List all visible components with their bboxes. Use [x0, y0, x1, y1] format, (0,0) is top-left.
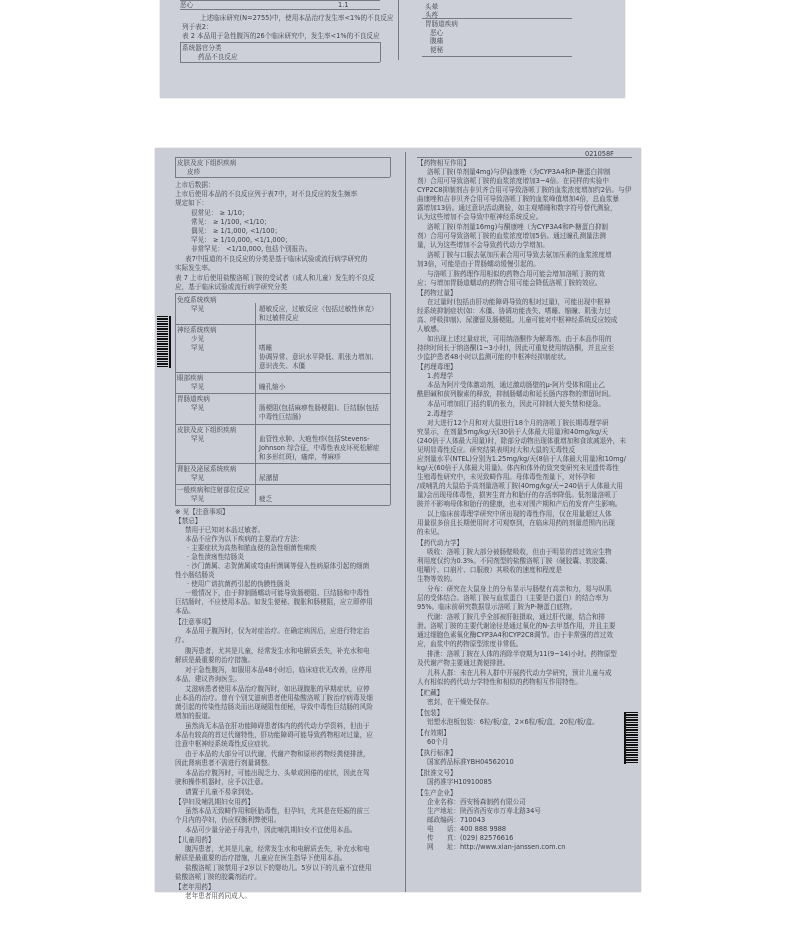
text-line: 恶心 [180, 1, 194, 9]
text-line: 恶心 [430, 29, 444, 37]
table-rule [417, 157, 632, 158]
text-line: 头疼 [425, 11, 439, 19]
text-line: 1.药理学 [427, 372, 454, 380]
text-line: 60个月 [427, 738, 449, 746]
text-line: 量，认为这些增加不会导致药代动力学增加。 [417, 241, 549, 249]
table-rule [380, 42, 381, 62]
package-insert-page [155, 148, 641, 900]
text-line: 疲乏 [259, 495, 273, 503]
text-line: 列于表2： [182, 23, 213, 31]
text-line: 露增加13倍。通过意识活动测验，如主观嗜睡和数字符号替代测验， [417, 204, 617, 212]
text-line: 腹痛 [430, 37, 444, 45]
table-rule [175, 157, 176, 177]
text-line: 曲康唑和吉非贝齐合用可导致洛哌丁胺的血浆峰值增加4倍，总血浆暴 [417, 195, 620, 203]
text-line: 泄。洛哌丁胺的主要代谢途径是通过氧化的N-去甲基作用，并且主要 [417, 622, 616, 630]
text-line: 【药理毒理】 [417, 363, 457, 371]
text-line: 【儿童用药】 [175, 836, 215, 844]
text-line: 【批准文号】 [417, 769, 457, 777]
text-line: 菌引起的传染性结肠炎而出现硬阻性便秘，导致中毒性巨结肠的风险 [175, 703, 373, 711]
table-rule [175, 484, 390, 485]
text-line: /或哺乳的大鼠给予高剂量洛哌丁胺(40mg/kg/天~240倍于人体最大用 [417, 482, 624, 490]
text-line: 剂）合用可导致洛哌丁胺的血浆浓度增加5倍。通过瞳孔测量法测 [417, 232, 606, 240]
column-divider [398, 0, 399, 60]
text-line: 邮政编码：710043 [427, 816, 486, 824]
text-line: 皮肤及皮下组织疾病 [177, 426, 237, 434]
text-line: 上市后数据： [175, 181, 215, 189]
text-line: 洛哌丁胺(单剂量4mg)与伊曲康唑（为CYP3A4和P-糖蛋白抑制 [427, 168, 611, 176]
text-line: 药品不良反应 [198, 53, 238, 61]
text-line: 血管性水肿、大疱性疹(包括Stevens- [259, 435, 370, 443]
text-line: 本品可增加肛门括约肌的张力，因此可抑制大便失禁和便急。 [427, 400, 606, 408]
adverse-reaction-table-bottom [175, 505, 390, 506]
text-line: 注意中枢神经系统毒性反应症状。 [175, 740, 274, 748]
text-line: 应；与增加胃肠道蠕动的药物合用可能会降低洛哌丁胺的效应。 [417, 279, 602, 287]
text-line: 高、呼吸抑制)、尿潴留及肠梗阻。儿童可能对中枢神经系统反应较成 [417, 316, 618, 324]
table-rule [180, 42, 181, 62]
text-line: 对大进行12个月和对大鼠进行18个月的洛哌丁胺长期毒理学研 [427, 419, 609, 427]
table-rule [180, 0, 380, 1]
text-line: 究显示，在剂量5mg/kg/天(30倍于人体最大用量)和40mg/kg/天 [417, 428, 608, 436]
table-rule [180, 42, 380, 43]
column-divider [405, 152, 406, 892]
text-line: 【药代动力学】 [417, 539, 464, 547]
text-line: 生物等效的。 [417, 575, 457, 583]
table-rule [175, 324, 390, 325]
text-line: 眼部疾病 [177, 374, 204, 382]
text-line: 【贮藏】 [417, 689, 444, 697]
text-line: 禁用于已知对本品过敏者。 [185, 526, 265, 534]
text-line: 生产地址：陕西省西安市万寿北路34号 [427, 807, 541, 815]
text-line: 认为这些增加不会导致中枢神经系统反应。 [417, 213, 543, 221]
text-line: 实际发生率。 [175, 264, 215, 272]
text-line: 神经系统疾病 [177, 326, 217, 334]
text-line: 酰胆碱和前列腺素的释放，抑制肠蠕动和延长肠内容物的滞留时间。 [417, 390, 615, 398]
table-rule [175, 177, 390, 178]
text-line: 与洛哌丁胺药理作用相似的药物合用可能会增加洛哌丁胺的效 [427, 270, 606, 278]
text-line: 皮疹 [187, 168, 201, 176]
text-line: 本品用于腹泻时，仅为对症治疗。在确定病因后，应进行特定治 [185, 627, 370, 635]
text-line: 和多形红斑)，瘙痒，荨麻疹 [259, 453, 341, 461]
text-line: 尿潴留 [259, 474, 279, 482]
text-line: 见明显毒性反应。研究结果表明对大和大鼠的无毒性反 [417, 446, 576, 454]
text-line: 罕见 [191, 435, 205, 443]
text-line: 网 址：http://www.xian-janssen.com.cn [427, 843, 566, 851]
text-line: 非常罕见： <1/10,000, 包括个别报告。 [191, 245, 312, 253]
text-line: 艾滋病患者使用本品治疗腹泻时，如出现腹胀的早期症状，应停 [185, 685, 370, 693]
text-line: 罕见 [191, 383, 205, 391]
text-line: 人敏感。 [417, 325, 444, 333]
table-rule [422, 56, 572, 57]
text-line: 罕见 [191, 404, 205, 412]
table-rule [175, 424, 390, 425]
table-rule [175, 393, 390, 394]
text-line: 1.1 [338, 1, 349, 9]
text-line: 本品，建议咨询医生。 [175, 675, 241, 683]
text-line: 嗜睡 [259, 344, 273, 352]
barcode-right [626, 712, 638, 764]
text-line: 系统器官分类 [182, 44, 222, 52]
text-line: 持续时间长于纳洛酮(1~3小时)，因此可重复使用纳洛酮，并且应至 [417, 344, 615, 352]
text-line: 少监护患者48小时以监测可能的中枢神经抑制症状。 [417, 353, 571, 361]
text-line: 本品不应作为以下疾病的主要治疗方法： [185, 535, 304, 543]
text-line: 解质是最重要的治疗措施。 [175, 656, 255, 664]
text-line: 超敏反应，过敏反应（包括过敏性休克） [259, 305, 378, 313]
text-line: 止本品的治疗。曾有个别艾滋病患者使用盐酸洛哌丁胺治疗病毒及细 [175, 694, 373, 702]
barcode-left-bar [169, 316, 171, 368]
text-line: 传 真：(029) 82576616 [427, 834, 514, 842]
text-line: 很常见： ≥ 1/10； [191, 209, 249, 217]
text-line: 2.毒理学 [427, 410, 454, 418]
text-line: 排泄：洛哌丁胺在人体的消除半衰期为11(9~14)小时。药物原型 [427, 650, 617, 658]
text-line: 便秘 [430, 46, 444, 54]
text-line: 胃肠道疾病 [177, 395, 210, 403]
text-line: 个月内的孕妇，仍应权衡利弊使用。 [175, 816, 281, 824]
text-line: 由于本品的大部分可以代谢，代谢产物和原形药物经粪便排泄， [185, 750, 370, 758]
text-line: 上述临床研究(N=2755)中，使用本品治疗发生率<1%的不良反应 [200, 14, 394, 22]
text-line: 本品。 [175, 607, 195, 615]
text-line: 胃肠道疾病 [425, 20, 458, 28]
text-line: 常见： ≥ 1/100, <1/10； [191, 218, 271, 226]
table-rule [175, 157, 390, 158]
text-line: 【药物过量】 [417, 289, 457, 297]
document-code: 021058F [585, 150, 614, 158]
text-line: · 主要症状为高热和脓血便的急性细菌性痢疾 [187, 544, 317, 552]
text-line: 一般疾病和注射部位反应 [177, 486, 250, 494]
barcode-right-bar [624, 712, 626, 764]
text-line: 应，基于临床试验或流行病学研究分类 [175, 283, 288, 291]
text-line: 瞳孔缩小 [259, 383, 286, 391]
table-rule [390, 157, 391, 177]
text-line: 【有效期】 [417, 729, 450, 737]
text-line: 应剂量水平(NTEL)分别为1.25mg/kg/天(8倍于人体最大用量)和10mg/ [417, 455, 626, 463]
table-rule [390, 293, 391, 505]
text-line: 盐酸洛哌丁胺禁用于2岁以下的婴幼儿。5岁以下的儿童不宜使用 [185, 864, 372, 872]
text-line: 【包装】 [417, 709, 444, 717]
text-line: 头晕 [425, 3, 439, 11]
text-line: 罕见 [191, 495, 205, 503]
text-line: 生殖毒性研究中，未见致畸作用。母体毒性剂量下，对怀孕和 [417, 473, 596, 481]
text-line: 国家药品标准YBH04562010 [427, 758, 514, 766]
text-line: · 使用广谱抗菌药引起的伪膜性肠炎 [187, 580, 291, 588]
text-line: 皮肤及皮下组织疾病 [177, 159, 237, 167]
text-line: CYP2C8抑制剂吉非贝齐合用可导致洛哌丁胺的血浆浓度增加约2倍。与伊 [417, 186, 632, 194]
text-line: 虽然尚无本品在肝功能障碍患者体内的药代动力学资料，但由于 [185, 722, 370, 730]
text-line: 肾脏及泌尿系统疾病 [177, 465, 237, 473]
text-line: 表 2 本品用于急性腹泻的26个临床研究中，发生率<1%的不良反应 [182, 32, 380, 40]
table-rule [175, 463, 390, 464]
text-line: 腹泻患者，尤其是儿童，经常发生水和电解质丢失，补充水和电 [185, 845, 370, 853]
text-line: 【药物相互作用】 [417, 159, 470, 167]
text-line: 因此肾病患者不需进行剂量调整。 [175, 759, 274, 767]
text-line: 本品治疗腹泻时，可能出现乏力、头晕或困倦的症状，因此在驾 [185, 769, 370, 777]
top-page-fragment [160, 0, 625, 98]
text-line: 电 话：400 888 9988 [427, 825, 507, 833]
text-line: 免疫系统疾病 [177, 296, 217, 304]
text-line: 的未见。 [417, 528, 444, 536]
text-line: 巨结肠时，不应使用本品。如发生便秘、腹胀和肠梗阻，应立即停用 [175, 598, 373, 606]
text-line: 【禁忌】 [175, 517, 202, 525]
text-line: 性小肠结肠炎 [175, 571, 215, 579]
text-line: 企业名称：西安杨森制药有限公司 [427, 798, 526, 806]
text-line: 腹泻患者，尤其是儿童，经常发生水和电解质丢失，补充水和电 [185, 647, 370, 655]
text-line: 儿科人群：未在儿科人群中开展药代动力学研究，预计儿童与成 [427, 669, 612, 677]
text-line: 如出现上述过量症状，可用纳洛酮作为解毒剂。由于本品作用的 [427, 335, 612, 343]
text-line: 上市后使用本品的不良反应列于表7中，对不良反应的发生频率 [175, 190, 358, 198]
text-line: 盐酸洛哌丁胺的胶囊剂治疗。 [175, 873, 261, 881]
text-line: 疗。 [175, 636, 189, 644]
text-line: 咀嚼片、口崩片、口服液）其吸收的速度和程度是 [417, 566, 563, 574]
text-line: 规定如下： [175, 199, 208, 207]
text-line: 层的受体结合。洛哌丁胺与血浆蛋白（主要是白蛋白）的结合率为 [417, 594, 609, 602]
table-rule [255, 303, 256, 505]
text-line: 和过敏样反应 [259, 314, 299, 322]
adverse-reaction-table-top [175, 293, 390, 294]
text-line: 密封，在干燥处保存。 [427, 698, 493, 706]
text-line: 在过量时(包括由肝功能障碍导致的相对过量)，可能出现中枢神 [427, 298, 611, 306]
text-line: 加3倍，可能是由于胃肠蠕动缓慢引起的。 [417, 260, 540, 268]
text-line: 【注意事项】 [175, 618, 215, 626]
text-line: 罕见： ≥ 1/10,000, <1/1,000； [191, 236, 292, 244]
text-line: 罕见 [191, 344, 205, 352]
text-line: 代谢：洛哌丁胺几乎全部被肝脏摄取，通过肝代谢，结合和排 [427, 613, 606, 621]
text-line: Johnson 综合征，中毒性表皮坏死松解症 [259, 444, 380, 452]
table-rule [422, 18, 572, 19]
text-line: 剂）合用可导致洛哌丁胺的血浆浓度增加3~4倍。在同样的实验中 [417, 177, 609, 185]
text-line: · 急性溃疡性结肠炎 [187, 553, 244, 561]
text-line: (240倍于人体最大用量)时，除部分动物出现体重增加和食欲减退外，未 [417, 437, 626, 445]
text-line: 请置于儿童不易拿到处。 [185, 788, 258, 796]
text-line: kg/天(60倍于人体最大用量)。体内和体外的致突变研究未见遗传毒性 [417, 464, 619, 472]
text-line: 洛哌丁胺与口服去氨加压素合用可导致去氨加压素的血浆浓度增 [427, 251, 612, 259]
text-line: 经系统抑制症状(如：木僵、协调功能丧失、嗜睡、缩瞳、肌张力过 [417, 307, 611, 315]
table-rule [175, 293, 176, 505]
text-line: 以上临床前毒理学研究中所出现的毒性作用，仅在用量超过人体 [427, 510, 612, 518]
barcode-left [157, 316, 168, 368]
text-line: 铝塑水泡板包装：6粒/板/盒，2×6粒/板/盒，20粒/板/盒。 [427, 718, 599, 726]
text-line: 罕见 [191, 305, 205, 313]
table-rule [175, 372, 390, 373]
text-line: 表7中报道的不良反应的分类是基于临床试验或流行病学研究的 [185, 255, 368, 263]
text-line: 【老年用药】 [175, 883, 215, 891]
text-line: 【生产企业】 [417, 789, 457, 797]
text-line: 中毒性巨结肠) [259, 413, 302, 421]
text-line: 老年患者用药同成人。 [185, 892, 251, 900]
text-line: 吸收：洛哌丁胺大部分被肠壁吸收，但由于明显的首过效应生物 [427, 548, 612, 556]
text-line: 胺并不影响母体和胎仔的健康，也未对围产期和产后的发育产生影响。 [417, 500, 622, 508]
table-rule [180, 9, 380, 10]
text-line: 应，血浆中的药物原型浓度非常低。 [417, 640, 523, 648]
text-line: 本品有较高的首过代谢特性，肝功能障碍可能导致药物相对过量，应 [175, 731, 373, 739]
text-line: ※ 见【注意事项】 [175, 508, 229, 516]
text-line: 【孕妇及哺乳期妇女用药】 [175, 798, 255, 806]
text-line: 人有相似的药代动力学特性和相似的药物相互作用特性。 [417, 678, 582, 686]
text-line: 洛哌丁胺(单剂量16mg)与酮康唑（为CYP3A4和P-糖蛋白抑制 [427, 223, 609, 231]
text-line: · 沙门菌属、志贺菌属或弯曲杆菌属等侵入性病原体引起的细菌 [187, 562, 370, 570]
text-line: 本品可少量分泌于母乳中，因此哺乳期妇女不宜使用本品。 [185, 826, 357, 834]
text-line: 利用度仅约为0.3%。不同剂型的盐酸洛哌丁胺（硬胶囊、软胶囊、 [417, 557, 612, 565]
text-line: 本品为阿片受体激动剂，通过激动肠壁的μ-阿片受体和阻止乙 [427, 381, 606, 389]
text-line: 协调异常、意识水平降低、肌张力增加、 [259, 353, 378, 361]
text-line: 95%。临床前研究数据显示洛哌丁胺为P-糖蛋白底物。 [417, 603, 577, 611]
text-line: 通过细胞色素氧化酶CYP3A4和CYP2C8调节。由于非常强的首过效 [417, 631, 613, 639]
text-line: 解质是最重要的治疗措施，儿童应在医生指导下使用本品。 [175, 854, 347, 862]
table-rule [180, 62, 380, 63]
text-line: 少见 [191, 335, 205, 343]
text-line: 驶和操作机器时，应予以注意。 [175, 778, 268, 786]
text-line: 国药准字H10910085 [427, 778, 492, 786]
text-line: 对于急性腹泻，如服用本品48小时后，临床症状无改善，应停用 [185, 666, 372, 674]
text-line: 分布：研究在大鼠身上的分布显示与肠壁有高亲和力，易与纵肌 [427, 585, 612, 593]
text-line: 意识丧失、木僵 [259, 362, 306, 370]
text-line: 表 7 上市后使用盐酸洛哌丁胺的受试者（成人和儿童）发生的不良反 [175, 274, 375, 282]
text-line: 偶见： ≥ 1/1,000, <1/100； [191, 227, 282, 235]
text-line: 【执行标准】 [417, 749, 457, 757]
text-line: 用量很多倍且长期使用时才可观察到，在临床用药的剂量范围内出现 [417, 519, 615, 527]
text-line: 量)会出现母体毒性，损害生育力和胎仔的存活率降低。低剂量洛哌丁 [417, 491, 618, 499]
text-line: 一般情况下，由于抑制肠蠕动可能导致肠梗阻、巨结肠和中毒性 [185, 589, 370, 597]
text-line: 罕见 [191, 474, 205, 482]
text-line: 及代谢产物主要通过粪便排泄。 [417, 659, 510, 667]
text-line: 肠梗阻(包括麻痹性肠梗阻)、巨结肠(包括 [259, 404, 379, 412]
text-line: 增加的报道。 [175, 712, 215, 720]
text-line: 虽然本品无致畸作用和胚胎毒性，但孕妇，尤其是在妊娠的前三 [185, 807, 370, 815]
